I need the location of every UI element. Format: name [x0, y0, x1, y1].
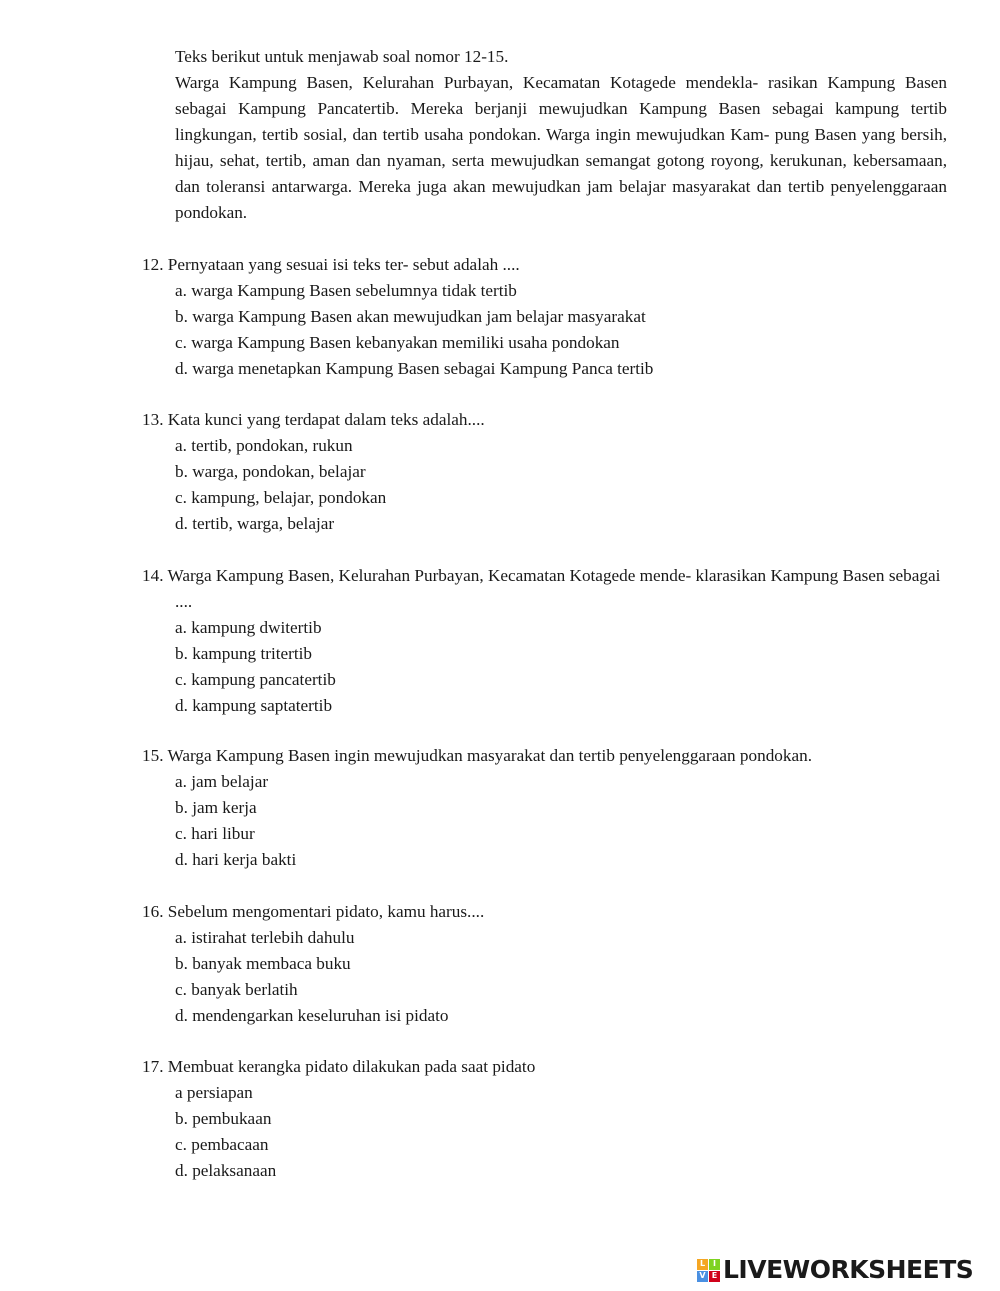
- answer-option: c. pembacaan: [175, 1135, 269, 1154]
- question-16: [142, 899, 947, 1029]
- answer-option: c. banyak berlatih: [175, 980, 298, 999]
- logo-letter: I: [709, 1259, 720, 1270]
- answer-option: b. banyak membaca buku: [175, 954, 351, 973]
- answer-option: b. pembukaan: [175, 1109, 272, 1128]
- answer-option: d. mendengarkan keseluruhan isi pidato: [175, 1006, 449, 1025]
- answer-option: d. pelaksanaan: [175, 1161, 277, 1180]
- answer-option: c. kampung, belajar, pondokan: [175, 488, 387, 507]
- answer-option: b. jam kerja: [175, 798, 257, 817]
- passage-text: Warga Kampung Basen, Kelurahan Purbayan, Kecamatan Kotagede mendekla- rasikan Kampung Basen sebagai Kampung Pancatertib. Mereka berjanji mewujudkan Kampung Basen sebagai kampung tertib lingkungan, tertib sosial, dan tertib usaha pondokan. Warga ingin mewujudkan Kam- pung Basen yang bersih, hijau, sehat, tertib, aman dan nyaman, serta mewujudkan semangat gotong royong, kerukunan, kebersamaan, dan toleransi antarwarga. Mereka juga akan mewujudkan jam belajar masyarakat dan tertib penyelenggaraan pondokan.: [175, 73, 947, 222]
- answer-option: a. jam belajar: [175, 772, 269, 791]
- question-stem: 17. Membuat kerangka pidato dilakukan pada saat pidato: [142, 1057, 536, 1076]
- answer-option: b. kampung tritertib: [175, 644, 312, 663]
- question-15: [142, 743, 947, 873]
- logo-letter: V: [697, 1271, 708, 1282]
- live-blocks-icon: [697, 1259, 720, 1282]
- question-stem: 15. Warga Kampung Basen ingin mewujudkan masyarakat dan tertib penyelenggaraan pondokan.: [142, 746, 813, 765]
- question-stem: 14. Warga Kampung Basen, Kelurahan Purbayan, Kecamatan Kotagede mende- klarasikan Kampung Basen sebagai ....: [142, 566, 941, 611]
- answer-option: a. warga Kampung Basen sebelumnya tidak tertib: [175, 281, 517, 300]
- brand-name: LIVEWORKSHEETS: [723, 1255, 974, 1284]
- question-12: [142, 252, 947, 382]
- answer-option: a persiapan: [175, 1083, 253, 1102]
- reading-passage: [175, 44, 947, 226]
- question-14: [142, 563, 947, 719]
- answer-option: d. hari kerja bakti: [175, 850, 297, 869]
- question-17: [142, 1054, 947, 1184]
- answer-option: b. warga Kampung Basen akan mewujudkan jam belajar masyarakat: [175, 307, 646, 326]
- question-stem: 12. Pernyataan yang sesuai isi teks ter- sebut adalah ....: [142, 255, 520, 274]
- question-13: [142, 407, 947, 537]
- answer-option: a. kampung dwitertib: [175, 618, 322, 637]
- liveworksheets-logo: [697, 1255, 997, 1285]
- logo-letter: L: [697, 1259, 708, 1270]
- answer-option: c. warga Kampung Basen kebanyakan memiliki usaha pondokan: [175, 333, 620, 352]
- answer-option: c. hari libur: [175, 824, 255, 843]
- answer-option: d. warga menetapkan Kampung Basen sebagai Kampung Panca tertib: [175, 359, 654, 378]
- answer-option: c. kampung pancatertib: [175, 670, 336, 689]
- answer-option: a. tertib, pondokan, rukun: [175, 436, 353, 455]
- answer-option: d. tertib, warga, belajar: [175, 514, 335, 533]
- answer-option: a. istirahat terlebih dahulu: [175, 928, 355, 947]
- question-stem: 16. Sebelum mengomentari pidato, kamu harus....: [142, 902, 485, 921]
- passage-intro: Teks berikut untuk menjawab soal nomor 12-15.: [175, 47, 509, 66]
- logo-letter: E: [709, 1271, 720, 1282]
- answer-option: b. warga, pondokan, belajar: [175, 462, 366, 481]
- answer-option: d. kampung saptatertib: [175, 696, 333, 715]
- question-stem: 13. Kata kunci yang terdapat dalam teks adalah....: [142, 410, 485, 429]
